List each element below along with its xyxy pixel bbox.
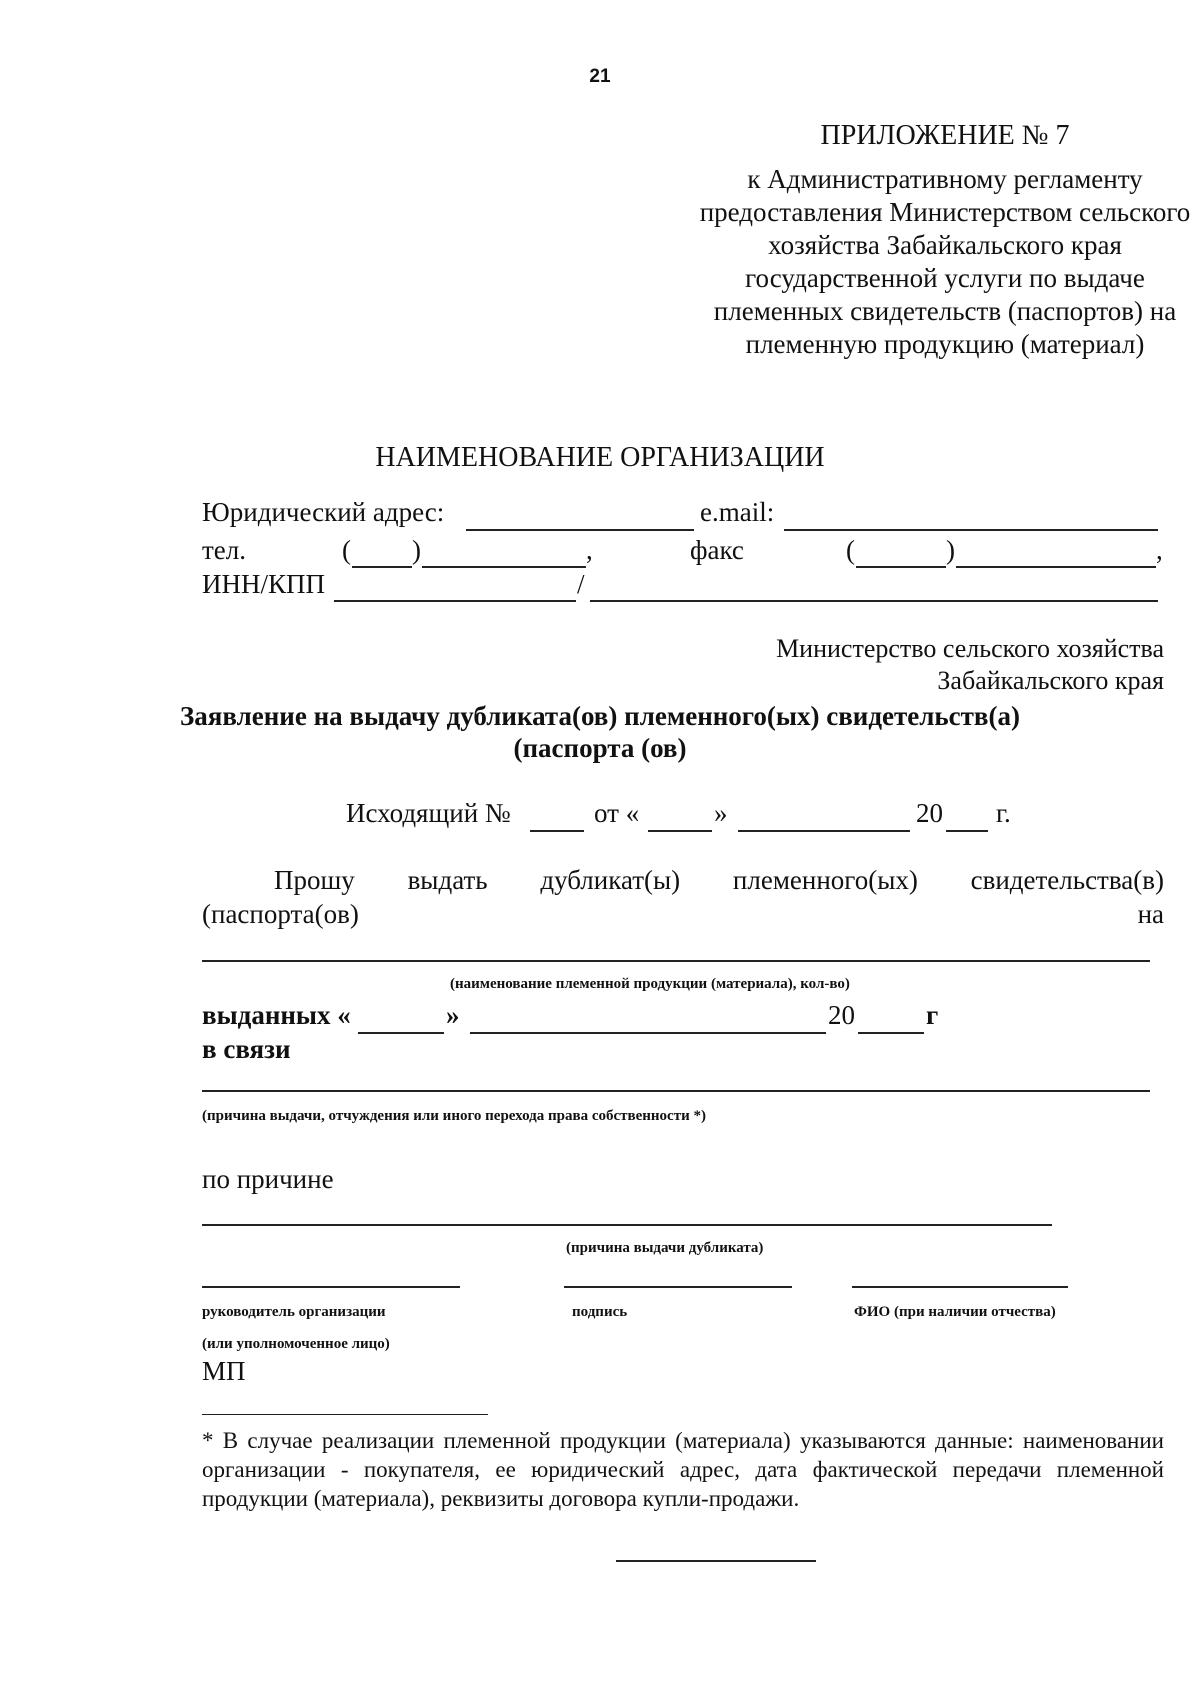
outgoing-year-field[interactable] [946,830,988,832]
fax-code-open: ( [846,535,855,565]
request-line-1 [202,865,1164,896]
request-word-1: Прошу [274,865,355,895]
outgoing-year-prefix: 20 [916,798,943,828]
fio-caption: ФИО (при наличии отчества) [854,1304,1056,1320]
stamp-label: МП [202,1356,246,1386]
transfer-reason-field[interactable] [202,1090,1150,1092]
email-label: e.mail: [700,497,775,527]
request-word-4: племенного(ых) [732,865,918,895]
appendix-body: к Административному регламенту предоставления Министерством сельского хозяйства Забайкальского края государственной услуги по выдаче племенных свидетельств (паспортов) на племенную продукцию (материал) [699,164,1191,359]
document-title-line-2: (паспорта (ов) [513,733,687,763]
recipient-line-2: Забайкальского края [937,666,1164,695]
outgoing-day-field[interactable] [648,830,712,832]
recipient-block [664,633,1164,697]
recipient-line-1: Министерство сельского хозяйства [776,634,1164,663]
issued-day-field[interactable] [358,1032,444,1034]
request-word-5: свидетельства(в) [970,865,1164,895]
request-line-2-right: на [1137,899,1164,929]
phone-label: тел. [202,535,247,565]
head-caption: руководитель организации [202,1304,386,1320]
fio-field[interactable] [852,1286,1068,1288]
fax-comma: , [1156,535,1163,565]
legal-address-field[interactable] [466,529,694,531]
outgoing-number-label: Исходящий № [346,798,511,828]
issued-day-close: » [446,1000,460,1030]
phone-code-field[interactable] [352,566,412,568]
bottom-separator [616,1560,816,1562]
fax-code-close: ) [946,535,955,565]
footnote-text: * В случае реализации племенной продукции (материала) указываются данные: наименовании организации - покупателя, ее юридический адрес, дата фактической передачи племенной продукции (материала), реквизиты договора купли-продажи. [202,1428,1164,1511]
phone-code-close: ) [412,535,421,565]
document-title-line-1: Заявление на выдачу дубликата(ов) племенного(ых) свидетельств(а) [180,701,1020,731]
issued-year-suffix: г [926,1000,939,1030]
page-number: 21 [589,66,611,87]
issued-label: выданных « [202,1000,351,1030]
appendix-title: ПРИЛОЖЕНИЕ № 7 [820,120,1070,151]
request-word-3: дубликат(ы) [540,865,681,895]
outgoing-year-suffix: г. [996,798,1011,828]
issued-month-field[interactable] [470,1032,826,1034]
fax-number-field[interactable] [956,566,1156,568]
inn-kpp-label: ИНН/КПП [202,569,326,599]
phone-comma: , [586,535,593,565]
head-signature-field[interactable] [202,1286,460,1288]
product-name-caption: (наименование племенной продукции (материала), кол-во) [450,976,850,992]
product-name-field[interactable] [202,960,1150,962]
outgoing-month-field[interactable] [738,830,910,832]
phone-number-field[interactable] [422,566,586,568]
email-field[interactable] [784,529,1158,531]
in-connection-label: в связи [202,1034,291,1064]
outgoing-day-close: » [714,798,728,828]
duplicate-reason-caption: (причина выдачи дубликата) [566,1240,764,1256]
phone-code-open: ( [342,535,351,565]
signature-field[interactable] [564,1286,792,1288]
kpp-field[interactable] [590,600,1158,602]
document-title [0,700,1200,764]
outgoing-number-field[interactable] [530,830,584,832]
fax-code-field[interactable] [856,566,946,568]
inn-kpp-slash: / [577,569,585,599]
issued-year-prefix: 20 [828,1000,855,1030]
duplicate-reason-field[interactable] [202,1224,1052,1226]
inn-field[interactable] [334,600,576,602]
signature-caption: подпись [572,1304,628,1320]
footnote-separator [202,1414,488,1415]
legal-address-label: Юридический адрес: [202,497,445,527]
transfer-reason-caption: (причина выдачи, отчуждения или иного перехода права собственности *) [202,1108,706,1124]
authorized-person-caption: (или уполномоченное лицо) [202,1336,390,1352]
reason-label: по причине [202,1164,334,1194]
outgoing-from-label: от « [594,798,640,828]
fax-label: факс [690,535,744,565]
request-word-2: выдать [407,865,488,895]
org-name-heading: НАИМЕНОВАНИЕ ОРГАНИЗАЦИИ [375,442,825,473]
issued-year-field[interactable] [858,1032,924,1034]
request-line-2-left: (паспорта(ов) [202,899,359,929]
